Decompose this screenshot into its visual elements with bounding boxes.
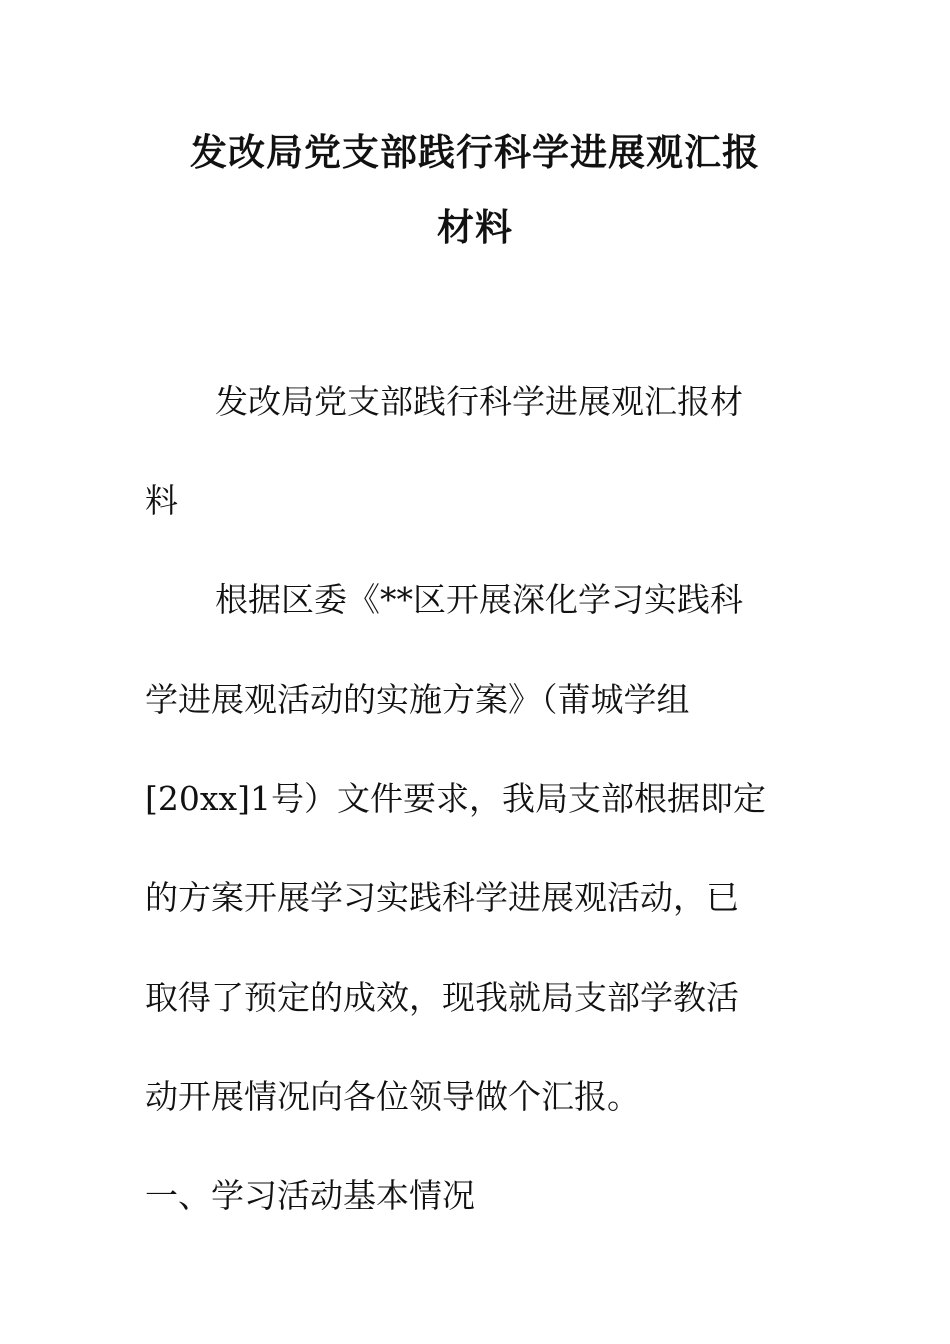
paragraph-line: 取得了预定的成效，现我就局支部学教活 [145, 978, 739, 1017]
section-heading: 一、学习活动基本情况 [145, 1176, 475, 1215]
paragraph-line: 的方案开展学习实践科学进展观活动，已 [145, 878, 739, 917]
paragraph-line: 根据区委《**区开展深化学习实践科 [215, 580, 743, 619]
document-title-line-2: 材料 [437, 206, 513, 249]
paragraph-line: 发改局党支部践行科学进展观汇报材 [215, 382, 743, 421]
paragraph-line: [20xx]1号）文件要求，我局支部根据即定 [145, 779, 766, 818]
document-title-line-1: 发改局党支部践行科学进展观汇报 [190, 131, 760, 174]
paragraph-line: 料 [145, 481, 178, 520]
paragraph-line: 学进展观活动的实施方案》（莆城学组 [145, 680, 690, 719]
paragraph-line: 动开展情况向各位领导做个汇报。 [145, 1077, 640, 1116]
